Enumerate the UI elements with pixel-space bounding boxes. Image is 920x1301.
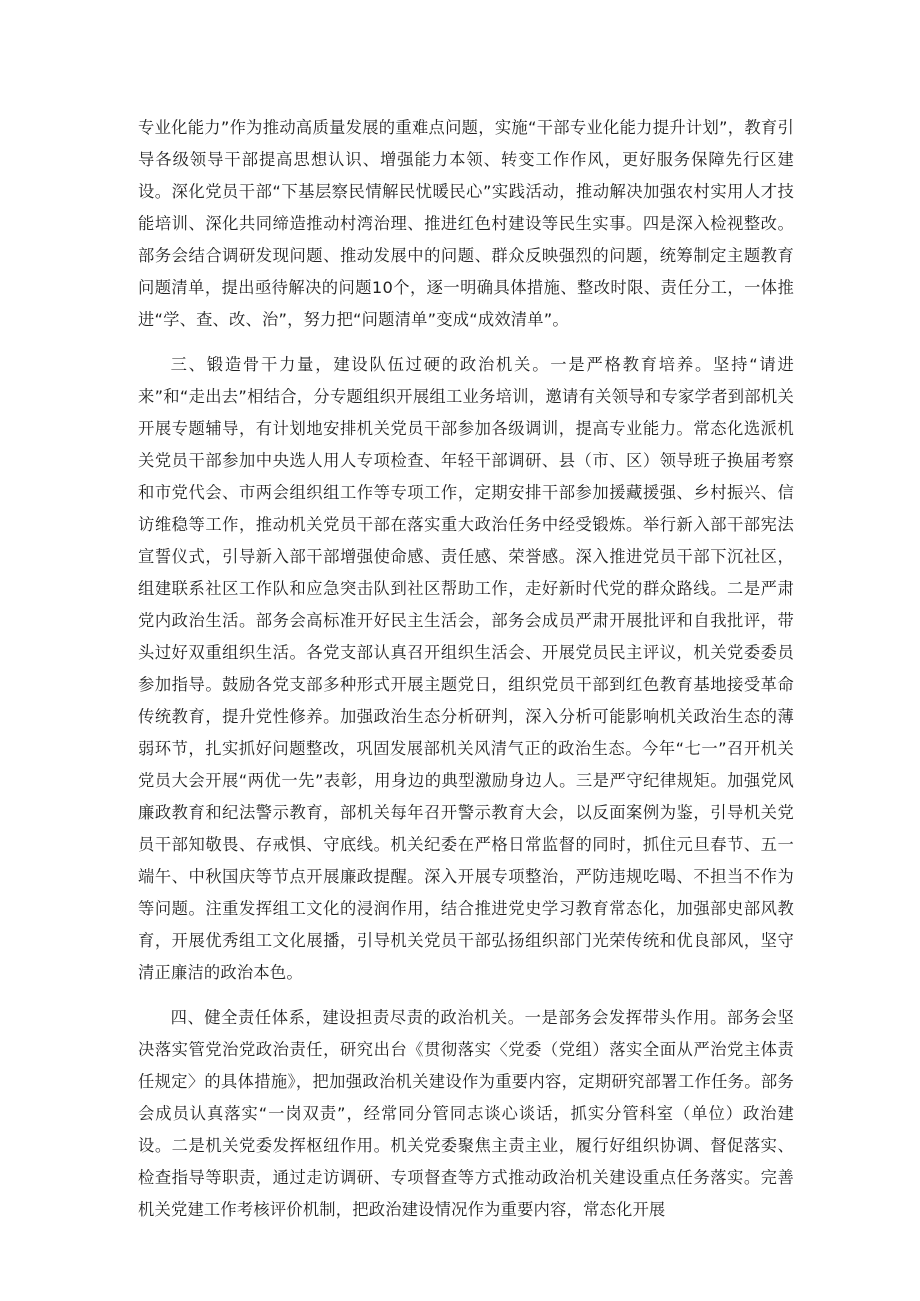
- paragraph-continuation: 专业化能力”作为推动高质量发展的重难点问题，实施“干部专业化能力提升计划”，教育引导各级领导干部提高思想认识、增强能力本领、转变工作作风，更好服务保障先行区建设。深化党员干部“下基层察民情解民忧暖民心”实践活动，推动解决加强农村实用人才技能培训、深化共同缔造推动村湾治理、推进红色村建设等民生实事。四是深入检视整改。部务会结合调研发现问题、推动发展中的问题、群众反映强烈的问题，统筹制定主题教育问题清单，提出亟待解决的问题10个，逐一明确具体措施、整改时限、责任分工，一体推进“学、查、改、治”，努力把“问题清单”变成“成效清单”。: [138, 118, 794, 329]
- paragraph-section-four: 四、健全责任体系，建设担责尽责的政治机关。一是部务会发挥带头作用。部务会坚决落实管党治党政治责任，研究出台《贯彻落实〈党委（党组）落实全面从严治党主体责任规定〉的具体措施》，把加强政治机关建设作为重要内容，定期研究部署工作任务。部务会成员认真落实“一岗双责”，经常同分管同志谈心谈话，抓实分管科室（单位）政治建设。二是机关党委发挥枢纽作用。机关党委聚焦主责主业，履行好组织协调、督促落实、检查指导等职责，通过走访调研、专项督查等方式推动政治机关建设重点任务落实。完善机关党建工作考核评价机制，把政治建设情况作为重要内容，常态化开展: [138, 1008, 794, 1219]
- paragraph-section-three: 三、锻造骨干力量，建设队伍过硬的政治机关。一是严格教育培养。坚持“请进来”和“走出去”相结合，分专题组织开展组工业务培训，邀请有关领导和专家学者到部机关开展专题辅导，有计划地安排机关党员干部参加各级调训，提高专业能力。常态化选派机关党员干部参加中央选人用人专项检查、年轻干部调研、县（市、区）领导班子换届考察和市党代会、市两会组织组工作等专项工作，定期安排干部参加援藏援强、乡村振兴、信访维稳等工作，推动机关党员干部在落实重大政治任务中经受锻炼。举行新入部干部宪法宣誓仪式，引导新入部干部增强使命感、责任感、荣誉感。深入推进党员干部下沉社区，组建联系社区工作队和应急突击队到社区帮助工作，走好新时代党的群众路线。二是严肃党内政治生活。部务会高标准开好民主生活会，部务会成员严肃开展批评和自我批评，带头过好双重组织生活。各党支部认真召开组织生活会、开展党员民主评议，机关党委委员参加指导。鼓励各党支部多种形式开展主题党日，组织党员干部到红色教育基地接受革命传统教育，提升党性修养。加强政治生态分析研判，深入分析可能影响机关政治生态的薄弱环节，扎实抓好问题整改，巩固发展部机关风清气正的政治生态。今年“七一”召开机关党员大会开展“两优一先”表彰，用身边的典型激励身边人。三是严守纪律规矩。加强党风廉政教育和纪法警示教育，部机关每年召开警示教育大会，以反面案例为鉴，引导机关党员干部知敬畏、存戒惧、守底线。机关纪委在严格日常监督的同时，抓住元旦春节、五一端午、中秋国庆等节点开展廉政提醒。深入开展专项整治，严防违规吃喝、不担当不作为等问题。注重发挥组工文化的浸润作用，结合推进党史学习教育常态化，加强部史部风教育，开展优秀组工文化展播，引导机关党员干部弘扬组织部门光荣传统和优良部风，坚守清正廉洁的政治本色。: [138, 355, 794, 982]
- document-body: [138, 112, 794, 1239]
